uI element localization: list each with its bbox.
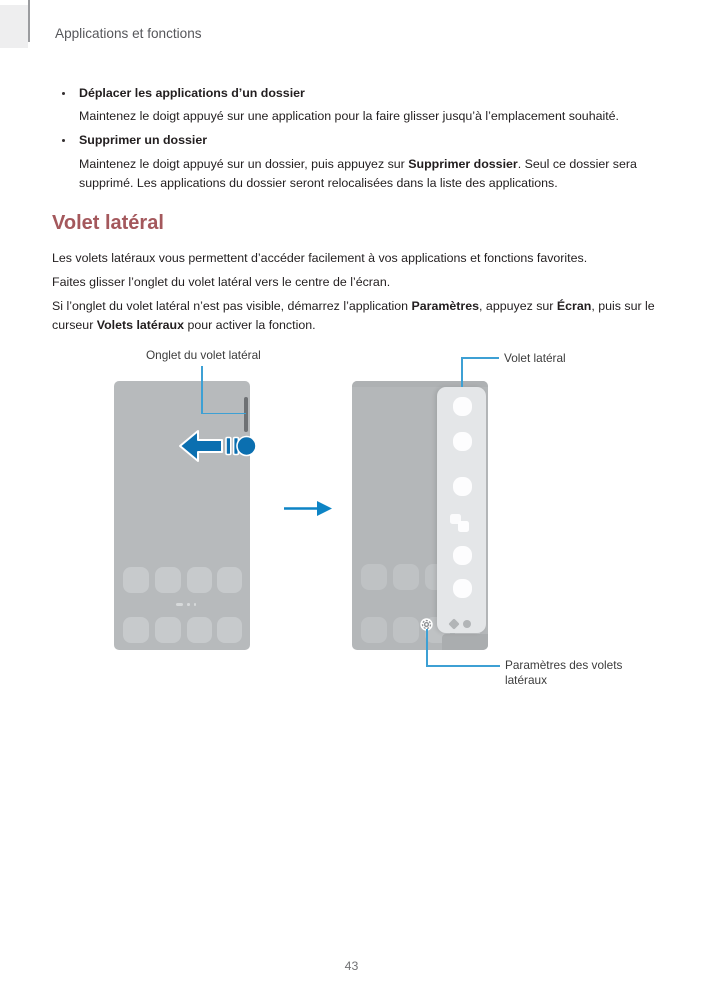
app-icon xyxy=(361,617,387,643)
page-number: 43 xyxy=(344,959,359,973)
text-segment: supprimé. Les applications du dossier seront relocalisées dans la liste des applications. xyxy=(79,176,558,190)
header-rule xyxy=(28,0,30,42)
annotation-line xyxy=(461,357,499,359)
text-segment-bold: Écran xyxy=(556,299,592,313)
panel-edit-icon xyxy=(448,618,459,629)
panel-app-icon xyxy=(453,546,472,565)
paragraph-line xyxy=(52,297,655,316)
right-arrow-icon xyxy=(280,497,336,520)
text-segment: , appuyez sur xyxy=(479,299,557,313)
page-corner-shade xyxy=(0,5,28,48)
dock-strip xyxy=(442,634,488,650)
text-segment: Faites glisser l’onglet du volet latéral vers le centre de l’écran. xyxy=(52,275,391,289)
text-segment: Les volets latéraux vous permettent d’accéder facilement à vos applications et fonctions favorites. xyxy=(52,251,588,265)
paragraph-line xyxy=(52,249,587,268)
bullet-title: Déplacer les applications d’un dossier xyxy=(79,86,305,100)
panel-app-icon xyxy=(453,432,472,451)
text-segment-bold: Supprimer dossier xyxy=(408,157,518,171)
app-icon xyxy=(361,564,387,590)
annotation-line xyxy=(426,629,428,666)
paragraph-line xyxy=(52,273,390,292)
panel-app-icon xyxy=(453,397,472,416)
paragraph-line xyxy=(52,316,316,335)
bullet-body-line xyxy=(79,174,558,193)
app-icon xyxy=(393,564,419,590)
bullet-marker xyxy=(62,92,65,95)
bullet-marker xyxy=(62,139,65,142)
text-segment-bold: Volets latéraux xyxy=(96,318,184,332)
section-heading: Volet latéral xyxy=(52,212,164,234)
drag-handle-dot xyxy=(237,437,256,456)
bullet-body-line xyxy=(79,107,619,126)
annotation-label-line: Paramètres des volets xyxy=(505,658,623,672)
panel-app-icon xyxy=(453,477,472,496)
text-segment-bold: Paramètres xyxy=(411,299,480,313)
app-icon xyxy=(393,617,419,643)
text-segment: Maintenez le doigt appuyé sur une application pour la faire glisser jusqu’à l’emplacement souhaité. xyxy=(79,109,620,123)
annotation-line xyxy=(201,413,246,415)
text-segment: , puis sur le xyxy=(591,299,655,313)
bullet-body-line xyxy=(79,155,637,174)
text-segment: curseur xyxy=(52,318,97,332)
text-segment: . Seul ce dossier sera xyxy=(517,157,637,171)
annotation-label-line: latéraux xyxy=(505,673,547,687)
side-panel xyxy=(437,387,486,633)
annotation-label-tab: Onglet du volet latéral xyxy=(146,348,261,362)
annotation-line xyxy=(461,357,463,387)
text-segment: Si l’onglet du volet latéral n’est pas visible, démarrez l’application xyxy=(52,299,412,313)
annotation-label-settings xyxy=(505,658,622,688)
bullet-title: Supprimer un dossier xyxy=(79,133,208,147)
annotation-line xyxy=(201,366,203,414)
panel-more-icon xyxy=(463,620,471,628)
panel-app-icon xyxy=(453,579,472,598)
phone-illustration-after xyxy=(352,381,488,650)
running-header: Applications et fonctions xyxy=(55,26,202,41)
annotation-label-panel: Volet latéral xyxy=(504,351,566,365)
swipe-left-arrow-icon xyxy=(114,381,274,650)
text-segment: pour activer la fonction. xyxy=(184,318,316,332)
annotation-line xyxy=(426,665,500,667)
text-segment: Maintenez le doigt appuyé sur un dossier, puis appuyez sur xyxy=(79,157,409,171)
